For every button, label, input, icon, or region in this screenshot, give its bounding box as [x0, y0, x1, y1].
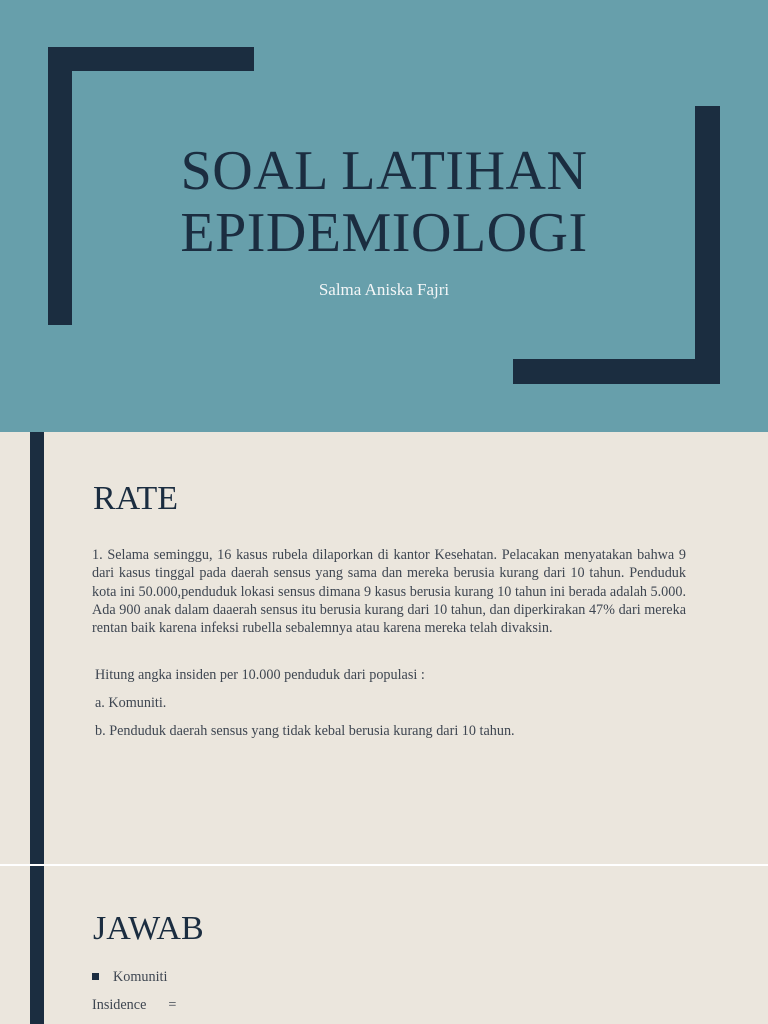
square-bullet-icon: [92, 973, 99, 980]
bullet-item: [92, 969, 167, 986]
slide-accent-bar: [30, 432, 44, 864]
instruction-text: Hitung angka insiden per 10.000 penduduk dari populasi :: [95, 667, 425, 683]
formula-row: [92, 997, 176, 1014]
formula-label: Insidence: [92, 997, 147, 1013]
option-a: a. Komuniti.: [95, 695, 167, 711]
slide-accent-bar: [30, 866, 44, 1024]
rate-heading: RATE: [93, 480, 178, 517]
answer-heading: JAWAB: [93, 910, 204, 947]
author-name: Salma Aniska Fajri: [318, 280, 450, 299]
title-line-2: EPIDEMIOLOGI: [180, 202, 588, 264]
bullet-text: Komuniti: [113, 969, 168, 985]
corner-bracket-bottom-horizontal: [513, 359, 720, 384]
question-paragraph: 1. Selama seminggu, 16 kasus rubela dilaporkan di kantor Kesehatan. Pelacakan menyatakan bahwa 9 dari kasus tinggal pada daerah sensus yang sama dan mereka berusia kurang dari 10 tahun. Penduduk kota ini 50.000,penduduk lokasi sensus dimana 9 kasus berusia kurang 10 tahun ini berada adalah 5.000. Ada 900 anak dalam daaerah sensus itu berusia kurang dari 10 tahun, dan diperkirakan 47% dari mereka rentan baik karena infeksi rubella sebalemnya atau karena mereka telah divaksin.: [92, 547, 686, 637]
answer-slide: [0, 866, 768, 1024]
rate-slide: [0, 432, 768, 864]
slide-title: [0, 140, 768, 264]
corner-bracket-top-horizontal: [48, 47, 254, 71]
title-slide: [0, 0, 768, 432]
option-b: b. Penduduk daerah sensus yang tidak kebal berusia kurang dari 10 tahun.: [95, 723, 515, 739]
title-line-1: SOAL LATIHAN: [180, 140, 588, 202]
formula-equals: =: [168, 997, 177, 1013]
